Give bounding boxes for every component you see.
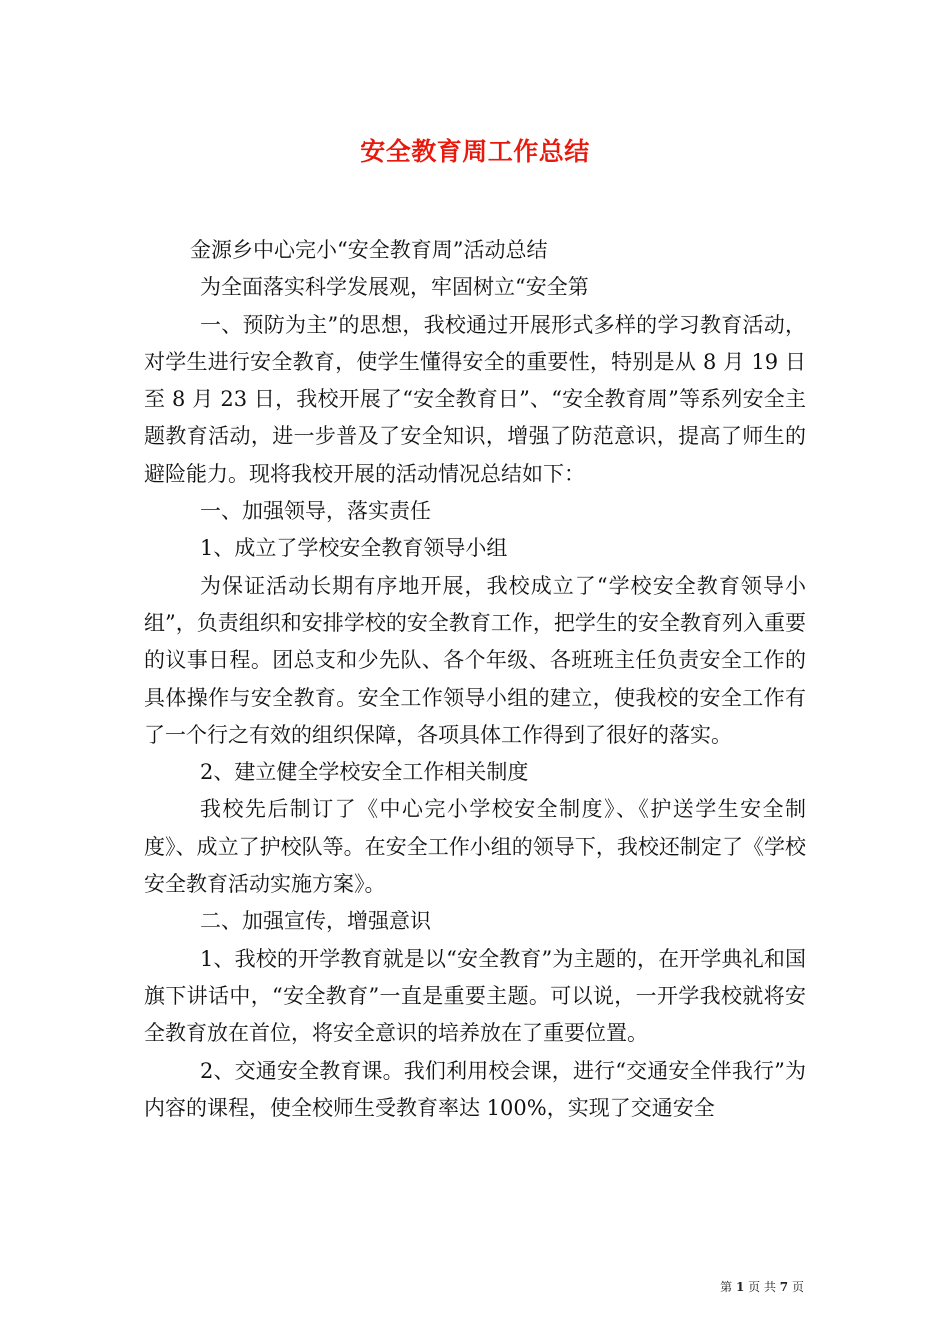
subsection-heading: 2、建立健全学校安全工作相关制度 — [200, 760, 529, 785]
paragraph: 为全面落实科学发展观，牢固树立“安全第 — [200, 275, 589, 300]
section-heading: 一、加强领导，落实责任 — [200, 499, 431, 524]
document-subtitle: 金源乡中心完小“安全教育周”活动总结 — [190, 238, 548, 262]
footer-prefix: 第 — [720, 1280, 733, 1294]
footer-middle: 页 共 — [748, 1280, 776, 1294]
page-footer — [720, 1278, 804, 1295]
paragraph: 我校先后制订了《中心完小学校安全制度》、《护送学生安全制度》、成立了护校队等。在安全工作小组的领导下，我校还制定了《学校安全教育活动实施方案》。 — [144, 797, 806, 897]
subsection-heading: 1、成立了学校安全教育领导小组 — [200, 536, 508, 561]
paragraph: 2、交通安全教育课。我们利用校会课，进行“交通安全伴我行”为内容的课程，使全校师生受教育率达 100%，实现了交通安全 — [144, 1058, 806, 1120]
document-title: 安全教育周工作总结 — [360, 137, 590, 166]
paragraph: 一、预防为主”的思想，我校通过开展形式多样的学习教育活动，对学生进行安全教育，使学生懂得安全的重要性，特别是从 8 月 19 日至 8 月 23 日，我校开展了“安全教育日”、“安全教育周”等系列安全主题教育活动，进一步普及了安全知识，增强了防范意识，提高了师生的避险能力。现将我校开展的活动情况总结如下： — [144, 312, 806, 486]
paragraph: 为保证活动长期有序地开展，我校成立了“学校安全教育领导小组”，负责组织和安排学校的安全教育工作，把学生的安全教育列入重要的议事日程。团总支和少先队、各个年级、各班班主任负责安全工作的具体操作与安全教育。安全工作领导小组的建立，使我校的安全工作有了一个行之有效的组织保障，各项具体工作得到了很好的落实。 — [144, 573, 806, 747]
paragraph: 1、我校的开学教育就是以“安全教育”为主题的，在开学典礼和国旗下讲话中，“安全教育”一直是重要主题。可以说，一开学我校就将安全教育放在首位，将安全意识的培养放在了重要位置。 — [144, 946, 806, 1046]
section-heading: 二、加强宣传，增强意识 — [200, 909, 431, 934]
page-number: 1 — [735, 1280, 745, 1294]
document-body — [144, 232, 806, 1127]
page-total: 7 — [779, 1280, 789, 1294]
footer-suffix: 页 — [791, 1280, 804, 1294]
